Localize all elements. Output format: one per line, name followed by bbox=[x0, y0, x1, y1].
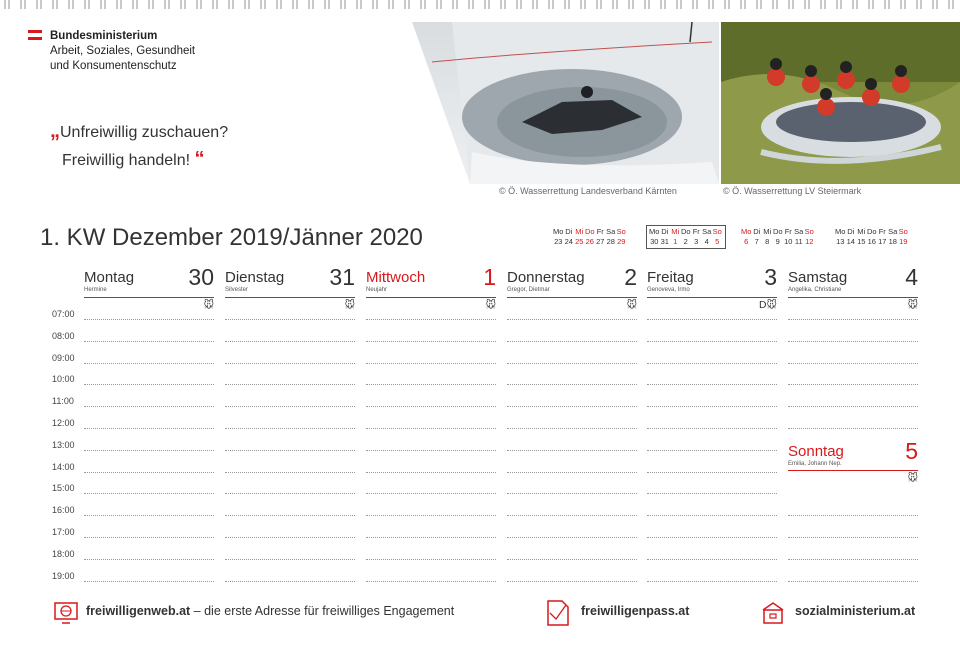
writing-line[interactable] bbox=[225, 559, 355, 560]
mini-calendar-weekday: Di bbox=[847, 227, 855, 236]
hour-label: 17:00 bbox=[52, 527, 75, 537]
day-name: Sonntag bbox=[788, 443, 844, 460]
slogan-line1: Unfreiwillig zuschauen? bbox=[60, 124, 229, 141]
footer-sozial: sozialministerium.at bbox=[795, 604, 916, 618]
animal-icon: 🐭 bbox=[485, 300, 496, 311]
slogan-open-quote: „ bbox=[50, 120, 60, 142]
mini-calendar-weekday: Sa bbox=[702, 227, 712, 236]
hour-label: 16:00 bbox=[52, 505, 75, 516]
writing-line[interactable] bbox=[647, 450, 777, 451]
writing-line[interactable] bbox=[225, 581, 355, 582]
ministry-logo bbox=[50, 29, 195, 74]
mini-calendar-weekday: Do bbox=[680, 227, 691, 236]
slogan-line2: Freiwillig handeln! bbox=[62, 152, 191, 169]
day-header-rule bbox=[788, 470, 918, 471]
writing-line[interactable] bbox=[647, 515, 777, 516]
animal-icon: 🐭 bbox=[344, 300, 355, 311]
globe-monitor-icon bbox=[54, 601, 78, 625]
slogan bbox=[50, 118, 228, 174]
writing-line[interactable] bbox=[225, 515, 355, 516]
writing-line[interactable] bbox=[225, 341, 355, 342]
day-header-rule bbox=[788, 297, 918, 298]
writing-line[interactable] bbox=[84, 319, 214, 320]
mini-calendar-day: 3 bbox=[694, 237, 699, 246]
mini-calendar-day: 5 bbox=[715, 237, 720, 246]
mini-calendar-day: 16 bbox=[867, 237, 876, 246]
writing-line[interactable] bbox=[225, 493, 355, 494]
pass-document-icon bbox=[546, 599, 570, 627]
writing-line[interactable] bbox=[507, 515, 637, 516]
footer-freiwilligenweb[interactable] bbox=[86, 604, 454, 618]
writing-line[interactable] bbox=[788, 319, 918, 320]
hour-label: 07:00 bbox=[52, 309, 75, 319]
writing-line[interactable] bbox=[507, 363, 637, 364]
ministry-line3: und Konsumentenschutz bbox=[50, 60, 177, 72]
mini-calendar-days bbox=[649, 237, 723, 247]
writing-line[interactable] bbox=[366, 428, 496, 429]
mini-calendar-day: 15 bbox=[857, 237, 866, 246]
writing-line[interactable] bbox=[647, 384, 777, 385]
writing-line[interactable] bbox=[225, 406, 355, 407]
writing-line[interactable] bbox=[225, 319, 355, 320]
day-number: 5 bbox=[905, 438, 918, 464]
mini-calendar bbox=[553, 227, 627, 247]
mini-calendar-weekday: Fr bbox=[692, 227, 700, 236]
photo-rafting bbox=[721, 22, 960, 184]
hour-label: 15:00 bbox=[52, 483, 75, 494]
writing-line[interactable] bbox=[647, 581, 777, 582]
writing-line[interactable] bbox=[507, 450, 637, 451]
animal-icon: 🐭 bbox=[626, 300, 637, 311]
writing-line[interactable] bbox=[788, 537, 918, 538]
mini-calendar-days bbox=[741, 237, 815, 247]
day-name: Freitag bbox=[647, 269, 694, 286]
day-header-rule bbox=[84, 297, 214, 298]
writing-line[interactable] bbox=[84, 363, 214, 364]
writing-line[interactable] bbox=[366, 493, 496, 494]
day-number: 2 bbox=[624, 264, 637, 290]
mini-calendar-day: 8 bbox=[765, 237, 770, 246]
austria-flag-icon bbox=[28, 30, 42, 40]
name-day: Gregor, Dietmar bbox=[507, 287, 550, 293]
mini-calendar-day: 23 bbox=[554, 237, 563, 246]
mini-calendar-weekday: Sa bbox=[606, 227, 616, 236]
day-header-rule bbox=[225, 297, 355, 298]
writing-line[interactable] bbox=[366, 537, 496, 538]
writing-line[interactable] bbox=[366, 515, 496, 516]
ministry-building-icon bbox=[761, 600, 785, 626]
day-header-rule bbox=[507, 297, 637, 298]
mini-calendar-day: 29 bbox=[617, 237, 626, 246]
mini-calendar-day: 17 bbox=[878, 237, 887, 246]
writing-line[interactable] bbox=[366, 406, 496, 407]
slogan-close-quote: “ bbox=[194, 148, 205, 170]
writing-line[interactable] bbox=[507, 428, 637, 429]
writing-line[interactable] bbox=[647, 559, 777, 560]
hour-label: 14:00 bbox=[52, 461, 75, 472]
hour-label: 09:00 bbox=[52, 352, 75, 363]
mini-calendar-header bbox=[835, 227, 909, 237]
mini-calendar-day: 6 bbox=[744, 237, 749, 246]
name-day: Angelika, Christiane bbox=[788, 287, 842, 293]
photo-ice-diver bbox=[412, 22, 719, 184]
mini-calendar-weekday: So bbox=[898, 227, 908, 236]
writing-line[interactable] bbox=[788, 581, 918, 582]
mini-calendar-day: 30 bbox=[650, 237, 659, 246]
mini-calendar bbox=[646, 225, 726, 249]
footer-sozialministerium[interactable] bbox=[795, 604, 915, 618]
animal-icon: 🐭 bbox=[203, 300, 214, 311]
name-day: Genoveva, Irmo bbox=[647, 287, 690, 293]
writing-line[interactable] bbox=[84, 428, 214, 429]
writing-line[interactable] bbox=[225, 472, 355, 473]
mini-calendar-weekday: So bbox=[616, 227, 626, 236]
writing-line[interactable] bbox=[366, 472, 496, 473]
mini-calendar-day: 2 bbox=[683, 237, 688, 246]
mini-calendar-day: 7 bbox=[754, 237, 759, 246]
mini-calendar-day: 4 bbox=[704, 237, 709, 246]
mini-calendar-weekday: Mi bbox=[575, 227, 584, 236]
writing-line[interactable] bbox=[366, 363, 496, 364]
writing-line[interactable] bbox=[84, 515, 214, 516]
mini-calendar-day: 28 bbox=[606, 237, 615, 246]
writing-line[interactable] bbox=[507, 559, 637, 560]
mini-calendar-weekday: Fr bbox=[596, 227, 604, 236]
day-number: 3 bbox=[764, 264, 777, 290]
mini-calendar-weekday: Mo bbox=[741, 227, 752, 236]
writing-line[interactable] bbox=[647, 341, 777, 342]
mini-calendar-weekday: Do bbox=[866, 227, 877, 236]
name-day: Hermine bbox=[84, 287, 107, 293]
mini-calendar-weekday: Di bbox=[661, 227, 669, 236]
footer-freiwilligenpass[interactable] bbox=[581, 604, 689, 618]
writing-line[interactable] bbox=[84, 406, 214, 407]
mini-calendar-day: 25 bbox=[575, 237, 584, 246]
mini-calendar-weekday: Do bbox=[584, 227, 595, 236]
writing-line[interactable] bbox=[366, 581, 496, 582]
mini-calendar bbox=[835, 227, 909, 247]
writing-line[interactable] bbox=[225, 450, 355, 451]
writing-line[interactable] bbox=[647, 428, 777, 429]
writing-line[interactable] bbox=[84, 384, 214, 385]
mini-calendar-day: 19 bbox=[899, 237, 908, 246]
mini-calendar-weekday: Sa bbox=[794, 227, 804, 236]
week-title: 1. KW Dezember 2019/Jänner 2020 bbox=[40, 224, 423, 251]
photo2-credit: © Ö. Wasserrettung LV Steiermark bbox=[723, 186, 862, 196]
day-name: Dienstag bbox=[225, 269, 285, 286]
mini-calendar-days bbox=[835, 237, 909, 247]
writing-line[interactable] bbox=[507, 319, 637, 320]
mini-calendar-day: 18 bbox=[888, 237, 897, 246]
writing-line[interactable] bbox=[788, 406, 918, 407]
hour-label: 11:00 bbox=[52, 396, 74, 407]
writing-line[interactable] bbox=[366, 319, 496, 320]
day-name: Mittwoch bbox=[366, 269, 426, 286]
writing-line[interactable] bbox=[507, 493, 637, 494]
mini-calendar-weekday: Mi bbox=[857, 227, 866, 236]
mini-calendar-weekday: Sa bbox=[888, 227, 898, 236]
mini-calendar-weekday: Mo bbox=[649, 227, 660, 236]
mini-calendar-day: 24 bbox=[564, 237, 573, 246]
writing-line[interactable] bbox=[507, 406, 637, 407]
writing-line[interactable] bbox=[84, 341, 214, 342]
mini-calendar-weekday: So bbox=[712, 227, 722, 236]
writing-line[interactable] bbox=[84, 450, 214, 451]
mini-calendar-day: 31 bbox=[660, 237, 669, 246]
day-name: Donnerstag bbox=[507, 269, 585, 286]
day-number: 1 bbox=[483, 264, 496, 290]
spiral-binding bbox=[0, 0, 960, 9]
mini-calendar-weekday: Fr bbox=[878, 227, 886, 236]
mini-calendar-day: 1 bbox=[673, 237, 678, 246]
day-number: 4 bbox=[905, 264, 918, 290]
mini-calendar-days bbox=[553, 237, 627, 247]
day-header-rule bbox=[366, 297, 496, 298]
mini-calendar-weekday: Di bbox=[565, 227, 573, 236]
day-number: 30 bbox=[188, 264, 214, 290]
writing-line[interactable] bbox=[647, 363, 777, 364]
writing-line[interactable] bbox=[507, 537, 637, 538]
ministry-line2: Arbeit, Soziales, Gesundheit bbox=[50, 45, 196, 57]
hour-label: 13:00 bbox=[52, 439, 75, 450]
writing-line[interactable] bbox=[788, 515, 918, 516]
mini-calendar-weekday: Mo bbox=[835, 227, 846, 236]
mini-calendar-day: 11 bbox=[794, 237, 803, 246]
mini-calendar-day: 27 bbox=[596, 237, 605, 246]
writing-line[interactable] bbox=[788, 363, 918, 364]
writing-line[interactable] bbox=[788, 428, 918, 429]
name-day: Neujahr bbox=[366, 287, 388, 293]
animal-icon: 🐭 bbox=[907, 473, 918, 484]
hour-label: 18:00 bbox=[52, 548, 75, 559]
hour-label: 10:00 bbox=[52, 374, 75, 385]
mini-calendar-header bbox=[741, 227, 815, 237]
writing-line[interactable] bbox=[788, 559, 918, 560]
writing-line[interactable] bbox=[225, 384, 355, 385]
writing-line[interactable] bbox=[84, 537, 214, 538]
day-number: 31 bbox=[329, 264, 355, 290]
day-name: Montag bbox=[84, 269, 135, 286]
writing-line[interactable] bbox=[507, 384, 637, 385]
mini-calendar-weekday: Fr bbox=[784, 227, 792, 236]
writing-line[interactable] bbox=[507, 472, 637, 473]
writing-line[interactable] bbox=[84, 493, 214, 494]
mini-calendar-weekday: So bbox=[804, 227, 814, 236]
mini-calendar-weekday: Di bbox=[753, 227, 761, 236]
mini-calendar-day: 26 bbox=[585, 237, 594, 246]
footer-web-bold: freiwilligenweb.at bbox=[86, 604, 191, 618]
footer-pass: freiwilligenpass.at bbox=[581, 604, 690, 618]
writing-line[interactable] bbox=[647, 472, 777, 473]
writing-line[interactable] bbox=[647, 319, 777, 320]
ministry-line1: Bundesministerium bbox=[50, 30, 158, 42]
mini-calendar bbox=[741, 227, 815, 247]
writing-line[interactable] bbox=[647, 493, 777, 494]
mini-calendar-day: 9 bbox=[775, 237, 780, 246]
mini-calendar-day: 13 bbox=[836, 237, 845, 246]
mini-calendar-header bbox=[553, 227, 627, 237]
mini-calendar-weekday: Mi bbox=[671, 227, 680, 236]
animal-icon: 🐭 bbox=[907, 300, 918, 311]
mini-calendar-weekday: Mo bbox=[553, 227, 564, 236]
mini-calendar-weekday: Do bbox=[772, 227, 783, 236]
writing-line[interactable] bbox=[366, 384, 496, 385]
writing-line[interactable] bbox=[788, 384, 918, 385]
hour-label: 12:00 bbox=[52, 418, 75, 428]
writing-line[interactable] bbox=[507, 341, 637, 342]
name-day: Emilia, Johann Nep. bbox=[788, 461, 842, 467]
writing-line[interactable] bbox=[84, 559, 214, 560]
writing-line[interactable] bbox=[84, 472, 214, 473]
hour-label: 08:00 bbox=[52, 330, 75, 341]
writing-line[interactable] bbox=[366, 450, 496, 451]
name-day: Silvester bbox=[225, 287, 249, 293]
writing-line[interactable] bbox=[225, 537, 355, 538]
writing-line[interactable] bbox=[225, 363, 355, 364]
mini-calendar-day: 12 bbox=[805, 237, 814, 246]
writing-line[interactable] bbox=[84, 581, 214, 582]
day-name: Samstag bbox=[788, 269, 848, 286]
writing-line[interactable] bbox=[225, 428, 355, 429]
mini-calendar-header bbox=[649, 227, 723, 237]
mini-calendar-day: 14 bbox=[846, 237, 855, 246]
writing-line[interactable] bbox=[507, 581, 637, 582]
mini-calendar-day: 10 bbox=[784, 237, 793, 246]
writing-line[interactable] bbox=[788, 341, 918, 342]
photo1-credit: © Ö. Wasserrettung Landesverband Kärnten bbox=[499, 186, 677, 196]
footer-web-rest: – die erste Adresse für freiwilliges Engagement bbox=[190, 604, 455, 618]
writing-line[interactable] bbox=[647, 406, 777, 407]
hour-label: 19:00 bbox=[52, 570, 75, 581]
writing-line[interactable] bbox=[647, 537, 777, 538]
animal-icon: D🐭 bbox=[758, 300, 777, 311]
writing-line[interactable] bbox=[366, 341, 496, 342]
mini-calendar-weekday: Mi bbox=[763, 227, 772, 236]
writing-line[interactable] bbox=[366, 559, 496, 560]
day-header-rule bbox=[647, 297, 777, 298]
